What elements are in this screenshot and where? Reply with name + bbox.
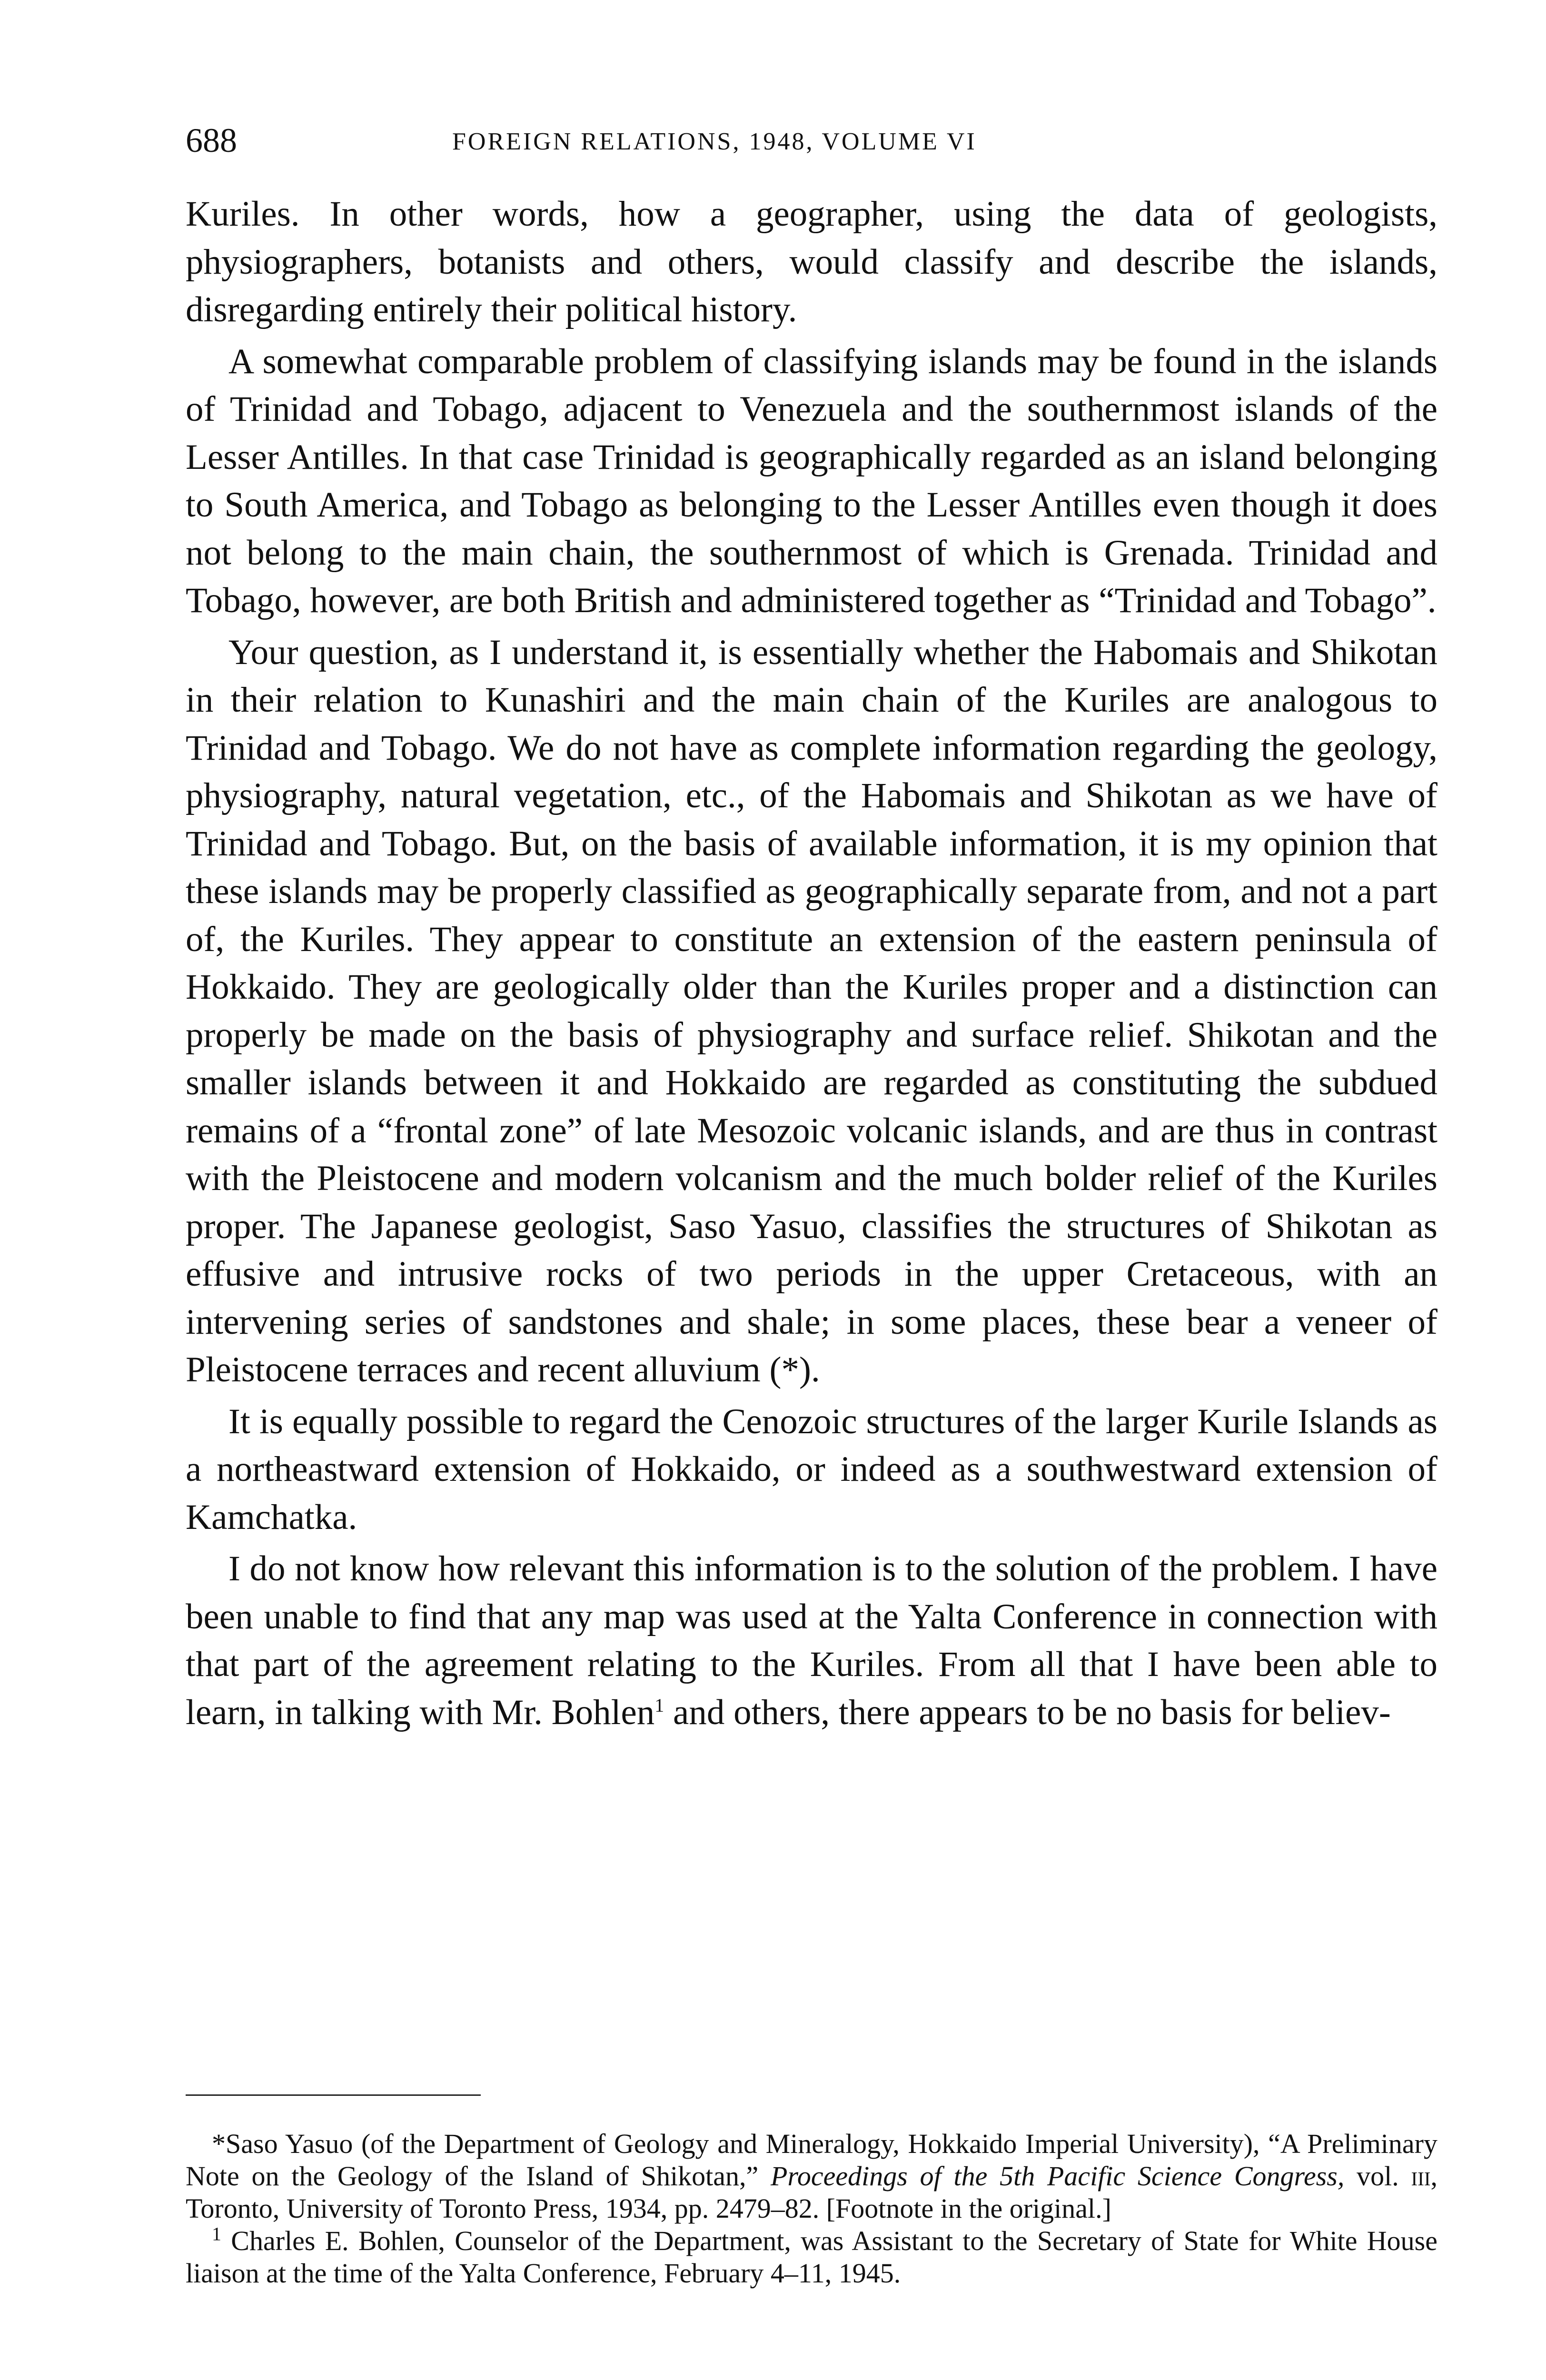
footnote-asterisk-end: , Toronto, University of Toronto Press, 1934, pp. 2479–82. [Footnote in the original.] — [186, 2161, 1438, 2224]
footnotes — [186, 2128, 1437, 2290]
paragraph-3: Your question, as I understand it, is essentially whether the Habomais and Shikotan in their relation to Kunashiri and the main chain of the Kuriles are analogous to Trinidad and Tobago. We do not have as complete information regarding the geology, physiography, natural vegetation, etc., of the Habomais and Shikotan as we have of Trinidad and Tobago. But, on the basis of available information, it is my opinion that these islands may be properly classified as geographically separate from, and not a part of, the Kuriles. They appear to constitute an extension of the eastern peninsula of Hokkaido. They are geologically older than the Kuriles proper and a distinction can properly be made on the basis of physiography and surface relief. Shikotan and the smaller islands between it and Hokkaido are regarded as constituting the subdued remains of a “frontal zone” of late Mesozoic volcanic islands, and are thus in contrast with the Pleistocene and modern volcanism and the much bolder relief of the Kuriles proper. The Japanese geologist, Saso Yasuo, classifies the structures of Shikotan as effusive and intrusive rocks of two periods in the upper Cretaceous, with an intervening series of sandstones and shale; in some places, these bear a veneer of Pleistocene terraces and recent alluvium (*). — [186, 632, 1437, 1389]
paragraph-4: It is equally possible to regard the Cenozoic structures of the larger Kurile Islands as a northeastward extension of Hokkaido, or indeed as a southwestward extension of Kamchatka. — [186, 1401, 1437, 1537]
footnote-1-text: Charles E. Bohlen, Counselor of the Department, was Assistant to the Secretary of State for White House liaison at the time of the Yalta Conference, February 4–11, 1945. — [186, 2225, 1437, 2289]
paragraph-2: A somewhat comparable problem of classifying islands may be found in the islands of Trinidad and Tobago, adjacent to Venezuela and the southernmost islands of the Lesser Antilles. In that case Trinidad is geographically regarded as an island belonging to South America, and Tobago as belonging to the Lesser Antilles even though it does not belong to the main chain, the southernmost of which is Grenada. Trinidad and Tobago, however, are both British and administered together as “Trinidad and Tobago”. — [186, 341, 1437, 620]
page-number: 688 — [186, 121, 237, 159]
paragraph-5 — [186, 1545, 1437, 1736]
footnote-asterisk-start: *Saso Yasuo (of the Department of Geology and Mineralogy, Hokkaido Imperial University), “A Preliminary Note on the Geology of the Island of Shikotan,” — [186, 2128, 1437, 2192]
running-head: FOREIGN RELATIONS, 1948, VOLUME VI — [452, 128, 977, 155]
paragraph-1: Kuriles. In other words, how a geographer, using the data of geologists, physiographers, botanists and others, would classify and describe the islands, disregarding entirely their political history. — [186, 194, 1437, 329]
footnote-1 — [186, 2225, 1437, 2290]
footnote-marker-1: 1 — [654, 1694, 664, 1716]
body-text — [186, 190, 1437, 1740]
footnote-asterisk-publication: Proceedings of the 5th Pacific Science Congress, — [771, 2161, 1345, 2192]
footnote-divider — [186, 2094, 481, 2096]
paragraph-5-text-start: I do not know how relevant this information is to the solution of the problem. I have been unable to find that any map was used at the Yalta Conference in connection with that part of the agreement relating to the Kuriles. From all that I have been able to learn, in talking with Mr. Bohlen — [186, 1549, 1437, 1732]
page-header — [186, 114, 1433, 167]
footnote-1-marker: 1 — [212, 2223, 221, 2245]
footnote-asterisk-volume: iii — [1411, 2161, 1431, 2192]
footnote-asterisk — [186, 2128, 1437, 2225]
footnote-asterisk-mid: vol. — [1344, 2161, 1411, 2192]
paragraph-5-text-end: and others, there appears to be no basis for believ- — [664, 1692, 1391, 1732]
